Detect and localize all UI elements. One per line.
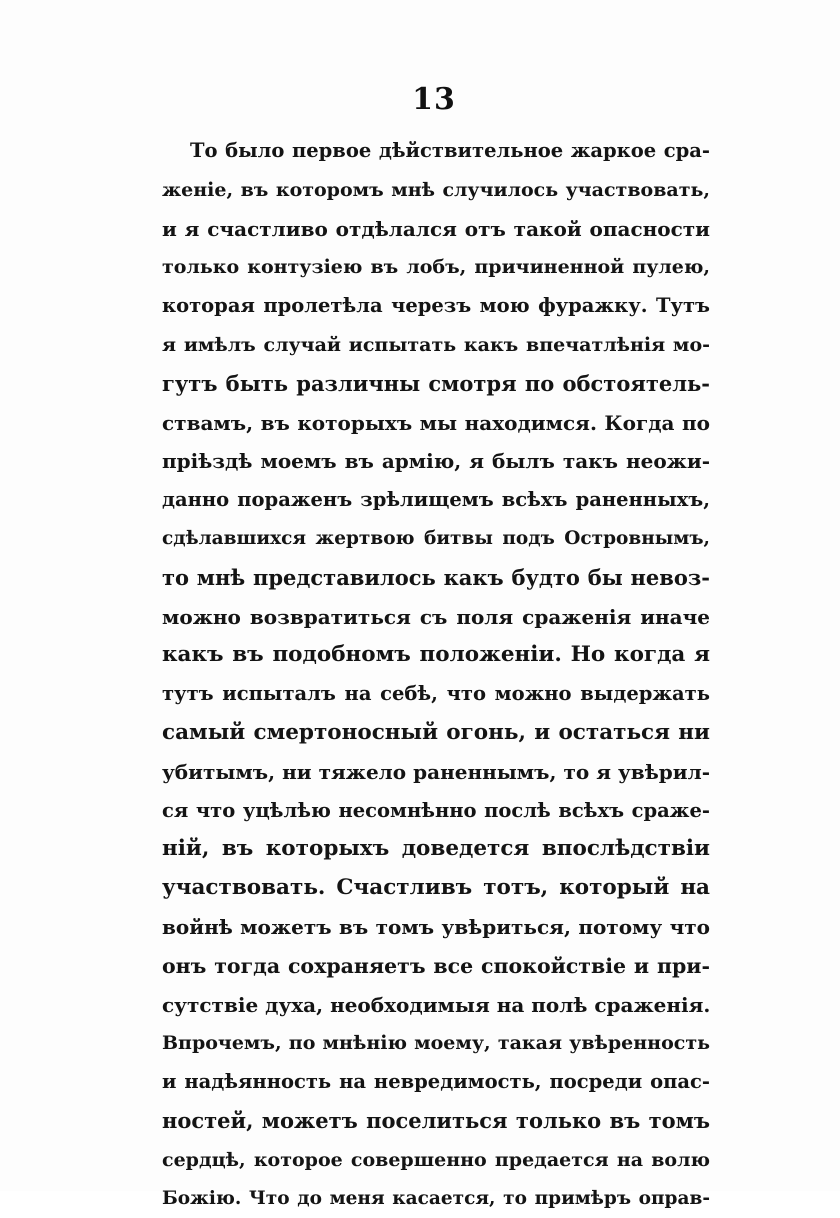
text-line: ся что уцѣлѣю несомнѣнно послѣ всѣхъ сраже- [162, 798, 710, 822]
text-line: участвовать. Счастливъ тотъ, который на [162, 875, 710, 901]
text-line: и я счастливо отдѣлался отъ такой опасности [162, 216, 710, 241]
text-line: ній, въ которыхъ доведется впослѣдствіи [162, 836, 710, 862]
text-line: онъ тогда сохраняетъ все спокойствіе и при- [162, 953, 710, 978]
text-line: то мнѣ представилось какъ будто бы невоз- [162, 564, 710, 590]
text-line: только контузіею въ лобъ, причиненной пулею, [162, 256, 710, 279]
text-line: То было первое дѣйствительное жаркое сра- [190, 139, 710, 162]
text-line: Впрочемъ, по мнѣнію моему, такая увѣренность [162, 1032, 710, 1055]
text-line: Божію. Что до меня касается, то примѣръ оправ- [162, 1187, 710, 1209]
text-line: сдѣлавшихся жертвою битвы подъ Островнымъ, [162, 527, 710, 549]
text-line: убитымъ, ни тяжело раненнымъ, то я увѣрил- [162, 759, 710, 784]
text-line: сутствіе духа, необходимыя на полѣ сраженія. [162, 992, 710, 1017]
text-line: я имѣлъ случай испытать какъ впечатлѣнія мо- [162, 333, 710, 356]
page-number: 13 [412, 82, 456, 117]
text-line: ствамъ, въ которыхъ мы находимся. Когда по [162, 410, 710, 435]
text-line: пріѣздѣ моемъ въ армію, я былъ такъ неожи- [162, 449, 710, 474]
text-line: которая пролетѣла черезъ мою фуражку. Тутъ [162, 294, 710, 318]
text-line: женіе, въ которомъ мнѣ случилось участвовать, [162, 178, 710, 201]
text-line: войнѣ можетъ въ томъ увѣриться, потому что [162, 914, 710, 939]
text-line: и надѣянность на невредимость, посреди опас- [162, 1070, 710, 1094]
text-line: тутъ испыталъ на себѣ, что можно выдержать [162, 682, 710, 706]
text-line: ностей, можетъ поселиться только въ томъ [162, 1107, 710, 1133]
text-line: гутъ быть различны смотря по обстоятель- [162, 370, 710, 396]
text-line: самый смертоносный огонь, и остаться ни [162, 719, 710, 745]
text-line: сердцѣ, которое совершенно предается на волю [162, 1148, 710, 1171]
text-line: можно возвратиться съ поля сраженія иначе [162, 604, 710, 629]
text-line: какъ въ подобномъ положеніи. Но когда я [162, 642, 710, 668]
text-line: данно пораженъ зрѣлищемъ всѣхъ раненныхъ, [162, 488, 710, 512]
body-text [162, 132, 710, 1218]
